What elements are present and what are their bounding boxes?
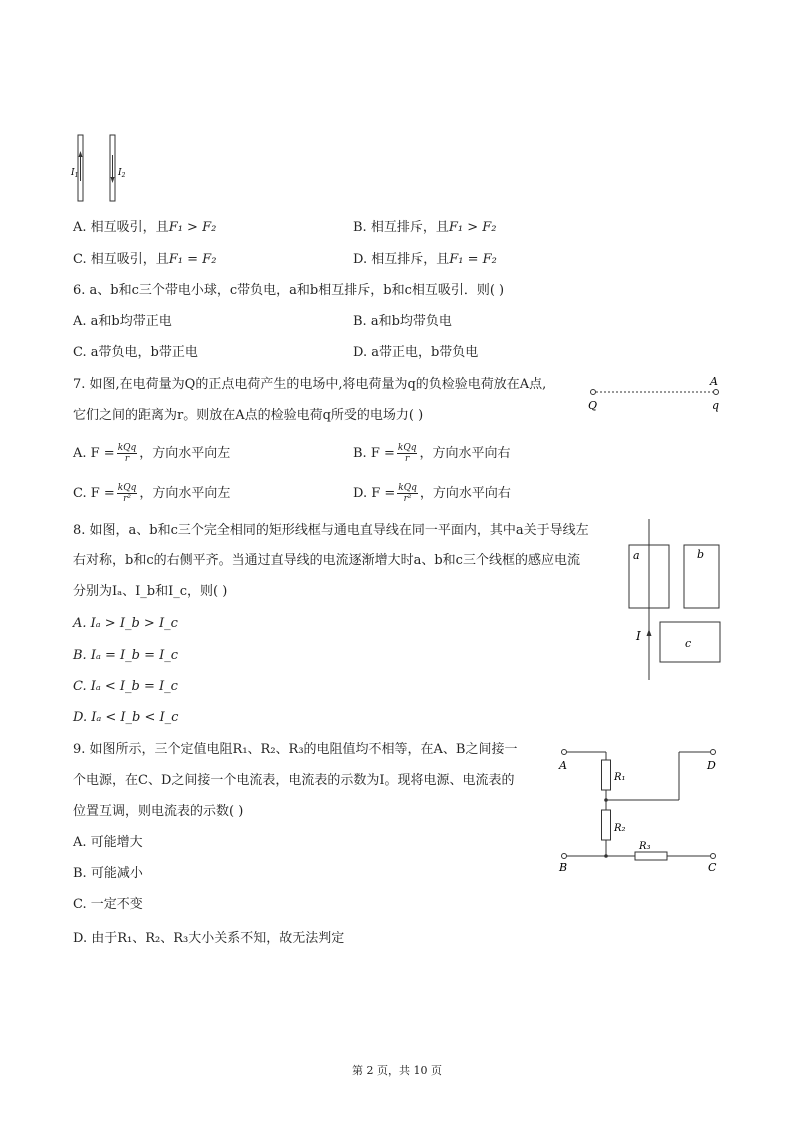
frame-a-label: a [633, 549, 640, 562]
q6-option-a[interactable]: A. a和b均带正电 [73, 314, 172, 329]
q5-option-d[interactable]: D. 相互排斥，且F₁ = F₂ [353, 252, 497, 267]
q9-circuit-figure [555, 742, 725, 874]
terminal-b-label: B [559, 861, 568, 874]
q8-option-d[interactable]: D. Iₐ < I_b < I_c [73, 710, 179, 725]
point-a-label: A [710, 375, 718, 388]
terminal-a-label: A [559, 759, 567, 772]
label-I1: $I_1$ [71, 168, 79, 179]
q8-stem-line3: 分别为Iₐ、I_b和I_c，则( ) [73, 584, 228, 599]
q9-option-b[interactable]: B. 可能减小 [73, 866, 143, 881]
label-I2: $I_2$ [118, 168, 126, 179]
q8-stem-line1: 8. 如图，a、b和c三个完全相同的矩形线框与通电直导线在同一平面内，其中a关于导线左 [73, 523, 589, 538]
terminal-c-label: C [708, 861, 717, 874]
charge-q-big-label: Q [588, 399, 598, 412]
r1-label: R₁ [614, 772, 626, 783]
q8-option-b[interactable]: B. Iₐ = I_b = I_c [73, 648, 179, 663]
q9-option-c[interactable]: C. 一定不变 [73, 897, 143, 912]
q9-stem-line3: 位置互调，则电流表的示数( ) [73, 804, 244, 819]
frame-b-label: b [697, 548, 705, 561]
q7-figure [585, 372, 725, 416]
q8-option-a[interactable]: A. Iₐ > I_b > I_c [73, 616, 178, 631]
q9-stem-line1: 9. 如图所示，三个定值电阻R₁、R₂、R₃的电阻值均不相等，在A、B之间接一 [73, 742, 518, 757]
q7-option-d[interactable]: D. F = $\frac{\text{kQq}}{\text{r²}}$ ，方向水平向右 [353, 483, 511, 504]
q7-stem-line2: 它们之间的距离为r。则放在A点的检验电荷q所受的电场力( ) [73, 408, 424, 423]
q5-option-a[interactable]: A. 相互吸引，且F₁ > F₂ [73, 220, 217, 235]
terminal-d-label: D [707, 759, 716, 772]
q6-stem: 6. a、b和c三个带电小球，c带负电，a和b相互排斥，b和c相互吸引．则( ) [73, 283, 505, 298]
frame-c-label: c [685, 637, 692, 650]
q5-option-c[interactable]: C. 相互吸引，且F₁ = F₂ [73, 252, 217, 267]
q9-option-a[interactable]: A. 可能增大 [73, 835, 143, 850]
q7-option-a[interactable]: A. F = $\frac{\text{kQq}}{r}$ ，方向水平向左 [73, 443, 231, 464]
r2-label: R₂ [614, 823, 626, 834]
page-footer: 第 2 页，共 10 页 [352, 1064, 442, 1077]
q5-figure [70, 133, 130, 203]
q9-stem-line2: 个电源，在C、D之间接一个电流表，电流表的示数为I。现将电源、电流表的 [73, 773, 515, 788]
q8-figure [615, 515, 735, 685]
current-i-label: I [636, 629, 641, 643]
q7-stem-line1: 7. 如图,在电荷量为Q的正点电荷产生的电场中,将电荷量为q的负检验电荷放在A点, [73, 377, 547, 392]
q9-option-d[interactable]: D. 由于R₁、R₂、R₃大小关系不知，故无法判定 [73, 931, 345, 946]
q7-option-c[interactable]: C. F = $\frac{\text{kQq}}{\text{r²}}$ ，方向水平向左 [73, 483, 231, 504]
q5-option-b[interactable]: B. 相互排斥，且F₁ > F₂ [353, 220, 497, 235]
q6-option-d[interactable]: D. a带正电，b带负电 [353, 345, 479, 360]
q7-option-b[interactable]: B. F = $\frac{\text{kQq}}{r}$ ，方向水平向右 [353, 443, 511, 464]
q8-stem-line2: 右对称，b和c的右侧平齐。当通过直导线的电流逐渐增大时a、b和c三个线框的感应电流 [73, 553, 580, 568]
q6-option-b[interactable]: B. a和b均带负电 [353, 314, 452, 329]
q8-option-c[interactable]: C. Iₐ < I_b = I_c [73, 679, 178, 694]
charge-q-small-label: q [712, 399, 720, 412]
q6-option-c[interactable]: C. a带负电，b带正电 [73, 345, 198, 360]
r3-label: R₃ [639, 841, 651, 852]
